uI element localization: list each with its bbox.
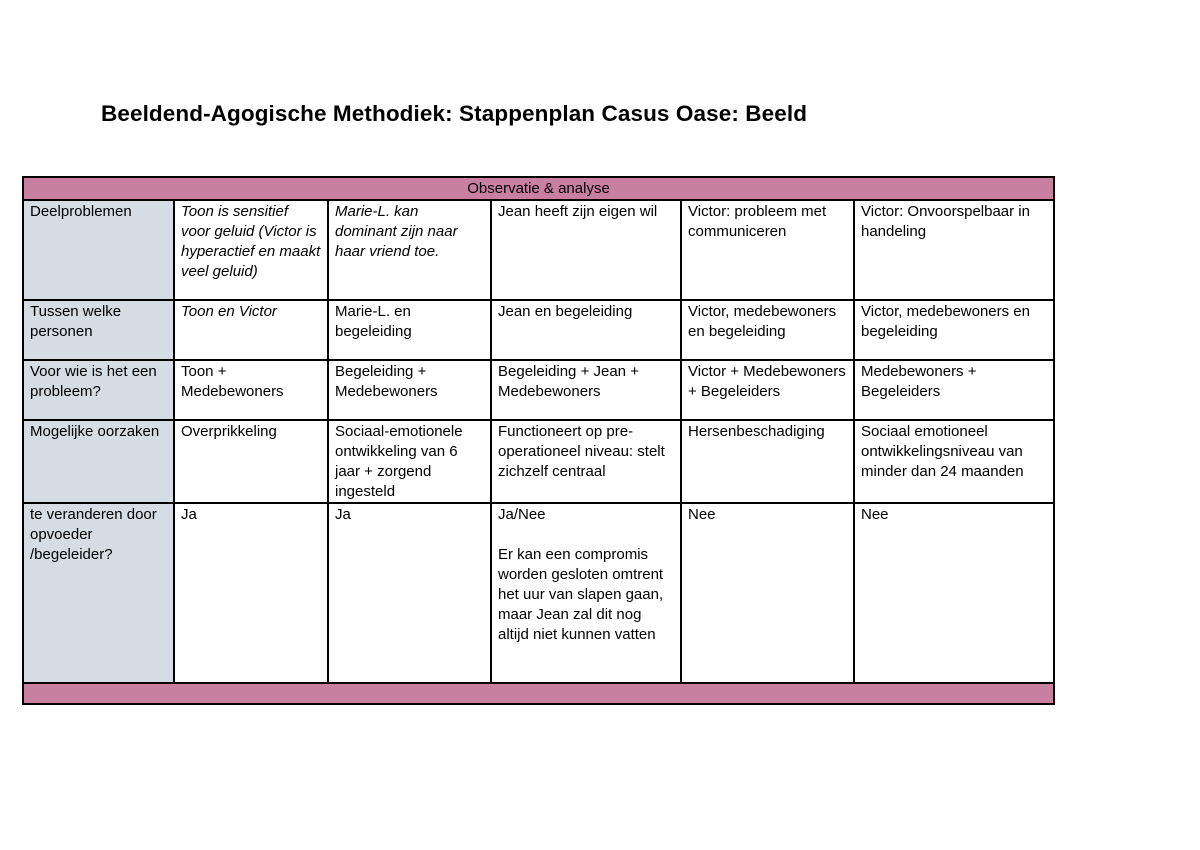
row-label: te veranderen door opvoeder /begeleider? — [23, 503, 174, 683]
table-cell: Begeleiding + Medebewoners — [328, 360, 491, 420]
table-cell: Marie-L. en begeleiding — [328, 300, 491, 360]
table-cell: Sociaal-emotionele ontwikkeling van 6 jaar + zorgend ingesteld — [328, 420, 491, 503]
table-row-te-veranderen — [23, 503, 1054, 683]
table-cell: Ja — [174, 503, 328, 683]
table-header-cell: Observatie & analyse — [23, 177, 1054, 200]
table-cell: Victor + Medebewoners + Begeleiders — [681, 360, 854, 420]
table-cell: Victor, medebewoners en begeleiding — [854, 300, 1054, 360]
table-cell: Victor: probleem met communiceren — [681, 200, 854, 300]
table-cell: Jean en begeleiding — [491, 300, 681, 360]
table-cell: Marie-L. kan dominant zijn naar haar vriend toe. — [328, 200, 491, 300]
table-footer-cell — [23, 683, 1054, 704]
table-cell: Victor, medebewoners en begeleiding — [681, 300, 854, 360]
table-cell: Hersenbeschadiging — [681, 420, 854, 503]
row-label: Deelproblemen — [23, 200, 174, 300]
observation-table-container — [22, 176, 1053, 705]
table-row-voor-wie — [23, 360, 1054, 420]
table-cell: Overprikkeling — [174, 420, 328, 503]
table-cell: Medebewoners + Begeleiders — [854, 360, 1054, 420]
table-cell: Ja — [328, 503, 491, 683]
table-cell: Jean heeft zijn eigen wil — [491, 200, 681, 300]
table-cell: Toon en Victor — [174, 300, 328, 360]
table-cell: Nee — [681, 503, 854, 683]
table-row-mogelijke-oorzaken — [23, 420, 1054, 503]
row-label: Mogelijke oorzaken — [23, 420, 174, 503]
table-cell: Toon + Medebewoners — [174, 360, 328, 420]
table-cell: Nee — [854, 503, 1054, 683]
observation-table — [22, 176, 1055, 705]
row-label: Voor wie is het een probleem? — [23, 360, 174, 420]
table-cell: Functioneert op pre-operationeel niveau: stelt zichzelf centraal — [491, 420, 681, 503]
table-row-tussen-welke-personen — [23, 300, 1054, 360]
table-cell: Sociaal emotioneel ontwikkelingsniveau van minder dan 24 maanden — [854, 420, 1054, 503]
table-cell: Begeleiding + Jean + Medebewoners — [491, 360, 681, 420]
row-label: Tussen welke personen — [23, 300, 174, 360]
table-cell: Victor: Onvoorspelbaar in handeling — [854, 200, 1054, 300]
table-header-row — [23, 177, 1054, 200]
page-title: Beeldend-Agogische Methodiek: Stappenplan Casus Oase: Beeld — [101, 101, 808, 126]
table-footer-row — [23, 683, 1054, 704]
cell-answer: Ja/Nee — [498, 506, 546, 523]
table-row-deelproblemen — [23, 200, 1054, 300]
table-cell: Toon is sensitief voor geluid (Victor is hyperactief en maakt veel geluid) — [174, 200, 328, 300]
table-cell — [491, 503, 681, 683]
cell-note: Er kan een compromis worden gesloten omtrent het uur van slapen gaan, maar Jean zal dit nog altijd niet kunnen vatten — [498, 546, 664, 643]
